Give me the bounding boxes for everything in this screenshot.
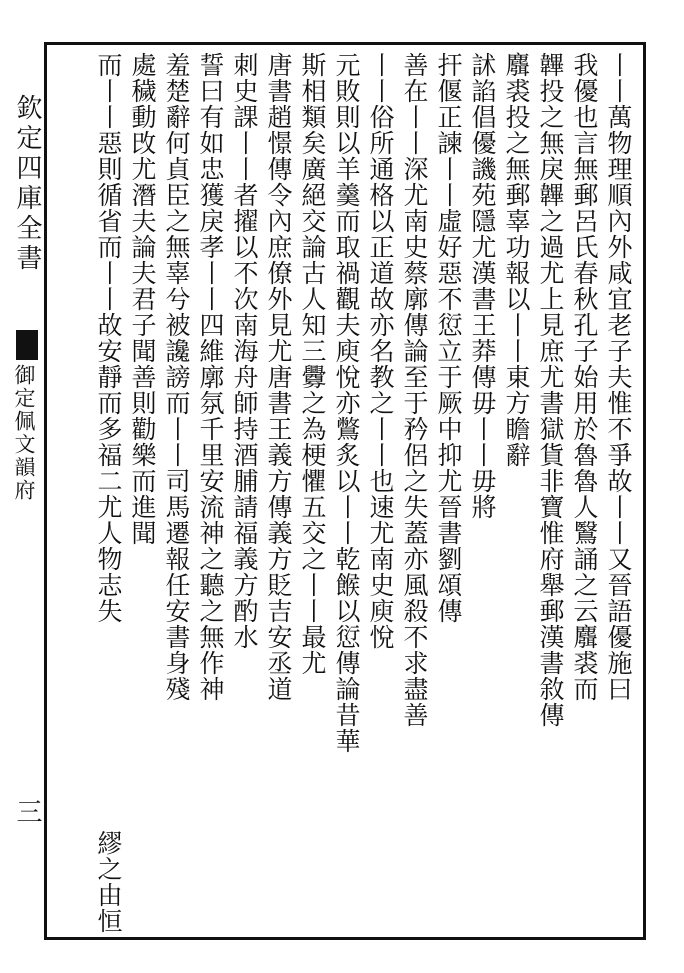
text-column: 丨丨俗所通格以正道故亦名教之丨丨也速尤南史庾悅 [366,52,395,650]
text-column: 麛裘投之無郵辜功報以丨丨東方瞻辭 [502,52,531,468]
text-column: 處穢動攺尤潛夫論夫君子聞善則勸樂而進聞 [128,52,157,546]
text-column: 刺史課丨丨者擢以不次南海舟師持酒脯請福義方酌水 [230,52,259,650]
text-column: 丨丨萬物理順內外咸宜老子夫惟不爭故丨丨又晉語優施曰 [604,52,633,702]
folio-number: 三 [12,798,42,824]
margin-column [4,42,42,940]
text-column: 扞偃正諫丨丨虛好惡不愆立于厥中抑尤晉書劉頌傳 [434,52,463,624]
margin-title: 欽定四庫全書 [12,94,42,274]
text-column: 羞楚辭何貞臣之無辜兮被讒謗而丨丨司馬遷報任安書身殘 [162,52,191,702]
text-column-spacer [52,52,104,932]
text-column: 斯相類矣廣絕交論古人知三釁之為梗懼五交之丨丨最尤 [298,52,327,676]
text-column: 善在丨丨深尤南史蔡廓傳論至于矜侶之失蓋亦風殺不求盡善 [400,52,429,728]
text-column: 唐書趙憬傳令內庶僚外見尤唐書王義方傳義方貶吉安丞道 [264,52,293,702]
margin-subtitle: 御定佩文韻府 [12,364,36,502]
margin-black-block [16,330,38,360]
text-column: 韠投之無戾韠之過尤上見庶尤書獄貨非寶惟府舉郵漢書敘傳 [536,52,565,728]
text-column: 繆之由恒 [94,830,123,934]
text-column: 元敗則以羊羹而取禍觀夫庾悅亦鷩炙以丨丨乾餱以愆傳論昔華 [332,52,361,754]
text-column: 而丨丨惡則循省而丨丨故安靜而多福二尤人物志失 [94,52,123,624]
text-column: 我優也言無郵呂氏春秋孔子始用於魯魯人鷖誦之云麛裘而 [570,52,599,702]
text-column: 誓曰有如忠獲戾孝丨丨四維廓氛千里安流神之聽之無作神 [196,52,225,702]
text-column: 訹諂倡優譏苑隱尤漢書王莽傳毋丨丨毋將 [468,52,497,520]
